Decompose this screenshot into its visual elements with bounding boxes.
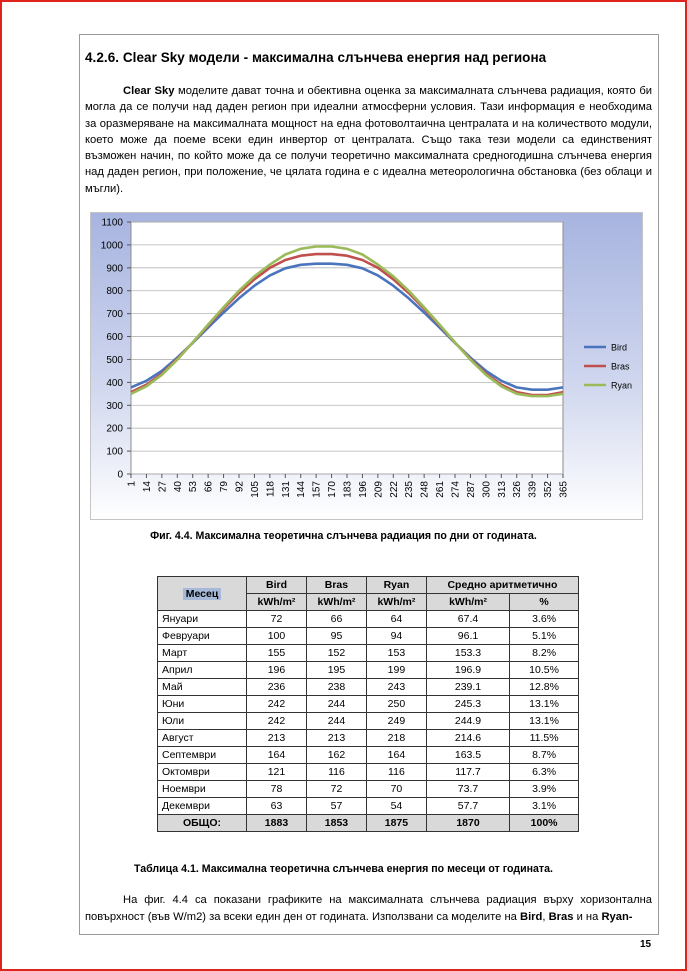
table-row [158,696,579,713]
cell-month: Август [158,730,247,747]
solar-radiation-chart [90,212,643,520]
cell-bras: 244 [306,696,366,713]
cell-bird: 242 [247,713,307,730]
cell-average: 117.7 [426,764,509,781]
table-row [158,628,579,645]
table-row [158,747,579,764]
legend-label-ryan: Ryan [611,380,633,391]
cell-month: Април [158,662,247,679]
x-tick-label: 313 [496,481,508,498]
intro-paragraph [85,83,652,197]
y-tick-label: 0 [117,469,123,481]
plot-area [131,222,563,474]
cell-average: 153.3 [426,645,509,662]
x-tick-label: 287 [465,481,477,498]
cell-average: 214.6 [426,730,509,747]
table-row [158,662,579,679]
cell-average: 57.7 [426,798,509,815]
y-tick-label: 1000 [100,240,123,252]
cell-month: Януари [158,611,247,628]
y-tick-label: 100 [106,446,123,458]
cell-bras: 238 [306,679,366,696]
cell-percent: 12.8% [510,679,579,696]
x-tick-label: 326 [512,481,524,498]
cell-month: Декември [158,798,247,815]
cell-percent: 3.9% [510,781,579,798]
total-bras: 1853 [306,815,366,832]
total-label: ОБЩО: [158,815,247,832]
unit-average: kWh/m² [426,594,509,611]
unit-ryan: kWh/m² [366,594,426,611]
cell-ryan: 54 [366,798,426,815]
cell-bird: 78 [247,781,307,798]
figure-caption: Фиг. 4.4. Максимална теоретична слънчева радиация по дни от годината. [150,530,537,542]
model-ryan: Ryan- [601,911,633,923]
cell-month: Септември [158,747,247,764]
energy-table [157,576,579,832]
total-percent: 100% [510,815,579,832]
cell-month: Март [158,645,247,662]
cell-bras: 116 [306,764,366,781]
x-tick-label: 261 [435,481,447,498]
x-tick-label: 196 [357,481,369,498]
x-tick-label: 183 [342,481,354,498]
x-tick-label: 144 [296,481,308,498]
cell-bras: 57 [306,798,366,815]
cell-bird: 213 [247,730,307,747]
y-tick-label: 900 [106,263,123,275]
cell-bras: 152 [306,645,366,662]
cell-bird: 121 [247,764,307,781]
cell-month: Юли [158,713,247,730]
cell-month: Февруари [158,628,247,645]
cell-bras: 72 [306,781,366,798]
legend-label-bird: Bird [611,342,628,353]
cell-percent: 13.1% [510,696,579,713]
total-average: 1870 [426,815,509,832]
y-tick-label: 600 [106,332,123,344]
cell-bras: 162 [306,747,366,764]
col-header-ryan: Ryan [366,577,426,594]
table-row [158,764,579,781]
cell-month: Ноември [158,781,247,798]
cell-average: 245.3 [426,696,509,713]
cell-ryan: 243 [366,679,426,696]
intro-lead: Clear Sky [123,85,175,97]
table-row [158,611,579,628]
cell-ryan: 64 [366,611,426,628]
section-title: 4.2.6. Clear Sky модели - максимална слънчева енергия над региона [85,50,547,65]
total-ryan: 1875 [366,815,426,832]
x-tick-label: 209 [373,481,385,498]
cell-bird: 164 [247,747,307,764]
x-tick-label: 66 [203,481,215,493]
x-tick-label: 1 [126,481,138,487]
cell-percent: 11.5% [510,730,579,747]
x-tick-label: 131 [280,481,292,498]
total-bird: 1883 [247,815,307,832]
cell-ryan: 164 [366,747,426,764]
table-row [158,730,579,747]
y-tick-label: 800 [106,286,123,298]
col-header-average: Средно аритметично [426,577,578,594]
cell-bird: 72 [247,611,307,628]
page-number: 15 [640,939,652,950]
closing-paragraph: На фиг. 4.4 са показани графиките на максималната слънчева радиация върху хоризонтална повърхност (във W/m2) за всеки един ден от годината. Използвани са моделите на Bird, Bras и на Ryan- [85,894,652,923]
cell-ryan: 70 [366,781,426,798]
x-tick-label: 27 [157,481,169,493]
x-tick-label: 118 [265,481,277,497]
cell-ryan: 116 [366,764,426,781]
x-tick-label: 157 [311,481,323,498]
chart-svg [91,213,642,519]
unit-bras: kWh/m² [306,594,366,611]
table-row [158,798,579,815]
x-tick-label: 14 [141,481,153,493]
x-tick-label: 248 [419,481,431,498]
table-body [158,611,579,815]
cell-bras: 244 [306,713,366,730]
table-row [158,781,579,798]
cell-percent: 8.7% [510,747,579,764]
cell-average: 96.1 [426,628,509,645]
cell-ryan: 250 [366,696,426,713]
table-row [158,713,579,730]
unit-percent: % [510,594,579,611]
cell-bird: 236 [247,679,307,696]
cell-bras: 195 [306,662,366,679]
unit-bird: kWh/m² [247,594,307,611]
col-header-bras: Bras [306,577,366,594]
cell-ryan: 218 [366,730,426,747]
x-tick-label: 92 [234,481,246,493]
cell-ryan: 153 [366,645,426,662]
x-tick-label: 53 [188,481,200,493]
y-tick-label: 700 [106,309,123,321]
cell-average: 67.4 [426,611,509,628]
x-tick-label: 352 [543,481,555,498]
cell-month: Октомври [158,764,247,781]
y-tick-label: 1100 [101,217,123,229]
x-tick-label: 274 [450,481,462,498]
cell-percent: 6.3% [510,764,579,781]
cell-average: 244.9 [426,713,509,730]
cell-percent: 3.6% [510,611,579,628]
cell-ryan: 249 [366,713,426,730]
y-tick-label: 500 [106,354,123,366]
model-bird: Bird [519,911,543,923]
x-tick-label: 365 [558,481,570,498]
cell-percent: 10.5% [510,662,579,679]
x-tick-label: 222 [388,481,400,498]
model-bras: Bras [548,911,574,923]
x-tick-label: 170 [327,481,339,498]
table-total-row [158,815,579,832]
cell-ryan: 94 [366,628,426,645]
cell-bird: 155 [247,645,307,662]
table-caption: Таблица 4.1. Максимална теоретична слънчева енергия по месеци от годината. [134,863,553,875]
cell-percent: 8.2% [510,645,579,662]
cell-percent: 3.1% [510,798,579,815]
cell-bras: 66 [306,611,366,628]
cell-percent: 5.1% [510,628,579,645]
intro-text: моделите дават точна и обективна оценка за максималната слънчева радиация, която би могла да се получи над даден регион при идеални атмосферни условия. Тази информация е необходима за оразмеряване на максималната мощност на една фотоволтаична централата и на количеството модули, което може да поеме всеки един инвертор от централата. Също така тези модели са единственият възможен начин, по който може да се получи теоретично максималната средногодишна слънчева енергия над даден регион, при положение, че цялата година е с идеална метеорологична обстановка (без облаци и мъгли). [85,85,652,195]
y-tick-label: 200 [106,423,123,435]
month-header: Месец [158,577,247,611]
x-tick-label: 40 [172,481,184,493]
legend-label-bras: Bras [611,361,630,372]
x-tick-label: 105 [249,481,261,498]
x-tick-label: 339 [527,481,539,498]
cell-percent: 13.1% [510,713,579,730]
cell-average: 196.9 [426,662,509,679]
x-tick-label: 300 [481,481,493,498]
cell-bird: 242 [247,696,307,713]
cell-bras: 213 [306,730,366,747]
table-row [158,679,579,696]
y-tick-label: 300 [106,400,123,412]
cell-bird: 100 [247,628,307,645]
table-row [158,645,579,662]
x-tick-label: 79 [219,481,231,493]
y-tick-label: 400 [106,377,123,389]
cell-bird: 63 [247,798,307,815]
cell-month: Юни [158,696,247,713]
cell-average: 163.5 [426,747,509,764]
col-header-bird: Bird [247,577,307,594]
cell-bras: 95 [306,628,366,645]
cell-average: 239.1 [426,679,509,696]
x-tick-label: 235 [404,481,416,498]
cell-average: 73.7 [426,781,509,798]
cell-month: Май [158,679,247,696]
cell-bird: 196 [247,662,307,679]
cell-ryan: 199 [366,662,426,679]
